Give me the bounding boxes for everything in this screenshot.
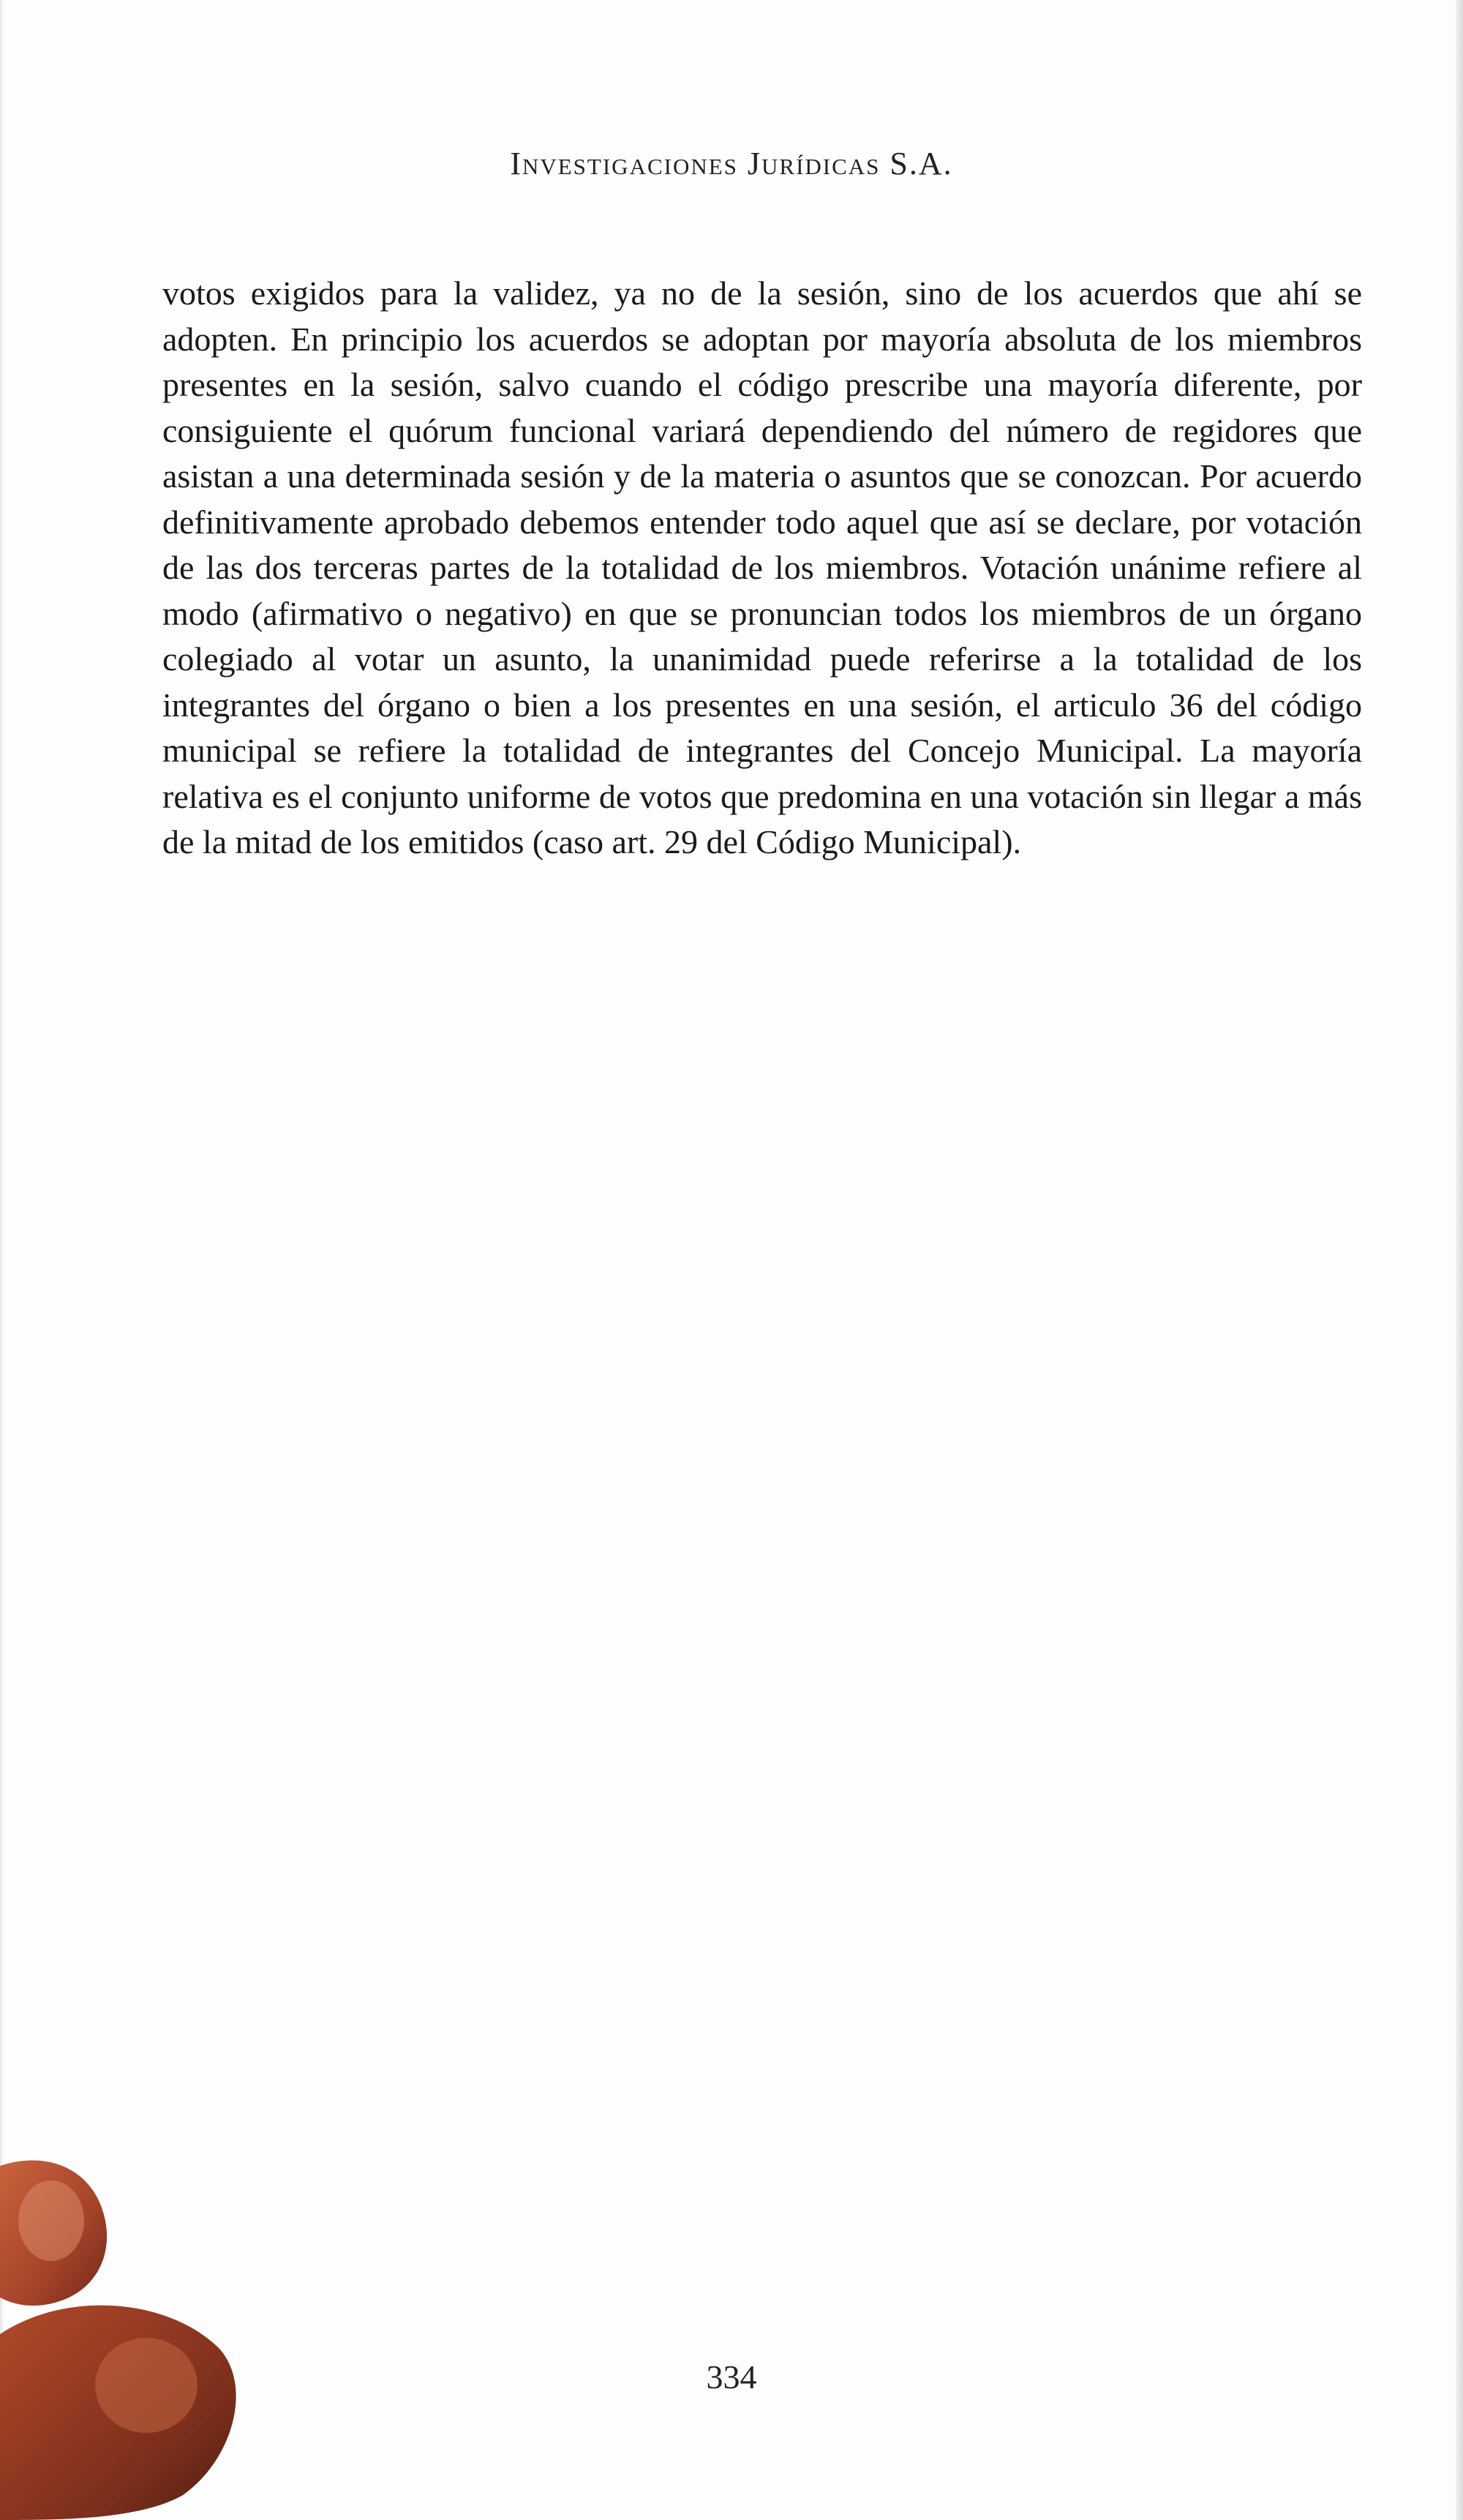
page-number: 334: [706, 2358, 757, 2396]
page-left-edge: [0, 0, 4, 2520]
body-paragraph: votos exigidos para la validez, ya no de la sesión, sino de los acuerdos que ahí se adopten. En principio los acuerdos se adoptan por mayoría absoluta de los miembros presentes en la sesión, salvo cuando el código prescribe una mayoría diferente, por consiguiente el quórum funcional variará dependiendo del número de regidores que asistan a una determinada sesión y de la materia o asuntos que se conozcan. Por acuerdo definitivamente aprobado debemos entender todo aquel que así se declare, por votación de las dos terceras partes de la totalidad de los miembros. Votación unánime refiere al modo (afirmativo o negativo) en que se pronuncian todos los miembros de un órgano colegiado al votar un asunto, la unanimidad puede referirse a la totalidad de los integrantes del órgano o bien a los presentes en una sesión, el articulo 36 del código municipal se refiere la totalidad de integrantes del Concejo Municipal. La mayoría relativa es el conjunto uniforme de votos que predomina en una votación sin llegar a más de la mitad de los emitidos (caso art. 29 del Código Municipal).: [162, 274, 1362, 860]
holding-thumb-image: [0, 2151, 241, 2520]
page-right-edge: [1456, 0, 1463, 2520]
running-header: Investigaciones Jurídicas S.A.: [510, 146, 953, 181]
